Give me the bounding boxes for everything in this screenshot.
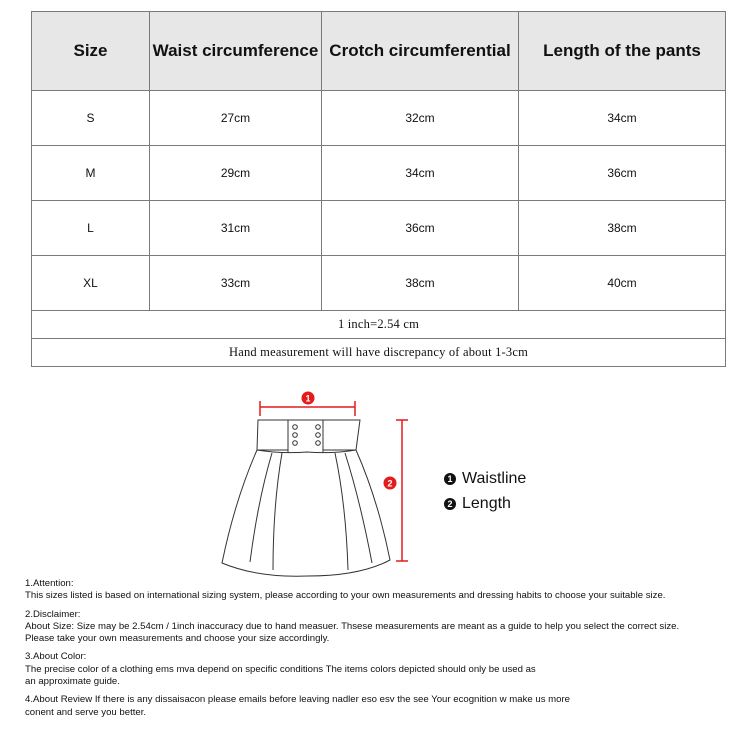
- note-line: 4.About Review If there is any dissaisacon please emails before leaving nadler eso esv the see Your ecognition w make us more: [25, 694, 571, 706]
- table-row: [32, 201, 726, 256]
- note-line: About Size: Size may be 2.54cm / 1inch inaccuracy due to hand measuer. Thsese measurements are meant as a guide to help you select the correct size.: [25, 620, 680, 632]
- cell-size: M: [32, 146, 150, 201]
- cell-waist: 33cm: [150, 256, 322, 311]
- skirt-illustration: [210, 380, 450, 585]
- table-row: [32, 146, 726, 201]
- marker-1-label: 1: [305, 393, 311, 404]
- note-title: 2.Disclaimer:: [25, 608, 81, 620]
- conversion-note: 1 inch=2.54 cm: [32, 311, 726, 339]
- note-line: conent and serve you better.: [25, 706, 147, 718]
- attention-note: [25, 578, 745, 603]
- legend-label: Length: [462, 494, 511, 512]
- cell-waist: 27cm: [150, 91, 322, 146]
- size-chart-table: [31, 11, 726, 367]
- header-waist: Waist circumference: [150, 12, 322, 91]
- cell-crotch: 38cm: [322, 256, 519, 311]
- cell-length: 34cm: [519, 91, 726, 146]
- note-title: 1.Attention:: [25, 578, 74, 589]
- cell-length: 36cm: [519, 146, 726, 201]
- marker-2-label: 2: [387, 478, 393, 489]
- header-length: Length of the pants: [519, 12, 726, 91]
- legend-number-badge: 1: [444, 473, 456, 485]
- notes-section: [25, 578, 745, 725]
- legend-item: [444, 466, 526, 491]
- legend-number-badge: 2: [444, 498, 456, 510]
- table-header-row: [32, 12, 726, 91]
- review-note: [25, 694, 745, 719]
- skirt-diagram: [210, 380, 450, 585]
- cell-crotch: 36cm: [322, 201, 519, 256]
- discrepancy-row: [32, 339, 726, 367]
- cell-size: S: [32, 91, 150, 146]
- legend-item: [444, 491, 526, 516]
- table-row: [32, 91, 726, 146]
- cell-waist: 31cm: [150, 201, 322, 256]
- note-line: an approximate guide.: [25, 676, 120, 688]
- legend-label: Waistline: [462, 469, 527, 487]
- note-line: Please take your own measurements and choose your size accordingly.: [25, 633, 330, 645]
- disclaimer-note: [25, 609, 745, 646]
- conversion-row: [32, 311, 726, 339]
- header-crotch: Crotch circumferential: [322, 12, 519, 91]
- cell-length: 38cm: [519, 201, 726, 256]
- cell-waist: 29cm: [150, 146, 322, 201]
- cell-size: XL: [32, 256, 150, 311]
- table-row: [32, 256, 726, 311]
- discrepancy-note: Hand measurement will have discrepancy of about 1-3cm: [32, 339, 726, 367]
- note-title: 3.About Color:: [25, 651, 87, 663]
- skirt-drawing: [222, 420, 393, 576]
- note-line: The precise color of a clothing ems mva depend on specific conditions The items colors depicted should only be used as: [25, 663, 536, 675]
- diagram-legend: [444, 466, 526, 516]
- note-line: This sizes listed is based on international sizing system, please according to your own measurements and dressing habits to choose your suitable size.: [25, 590, 666, 602]
- cell-size: L: [32, 201, 150, 256]
- cell-crotch: 32cm: [322, 91, 519, 146]
- color-note: [25, 651, 745, 688]
- cell-length: 40cm: [519, 256, 726, 311]
- header-size: Size: [32, 12, 150, 91]
- cell-crotch: 34cm: [322, 146, 519, 201]
